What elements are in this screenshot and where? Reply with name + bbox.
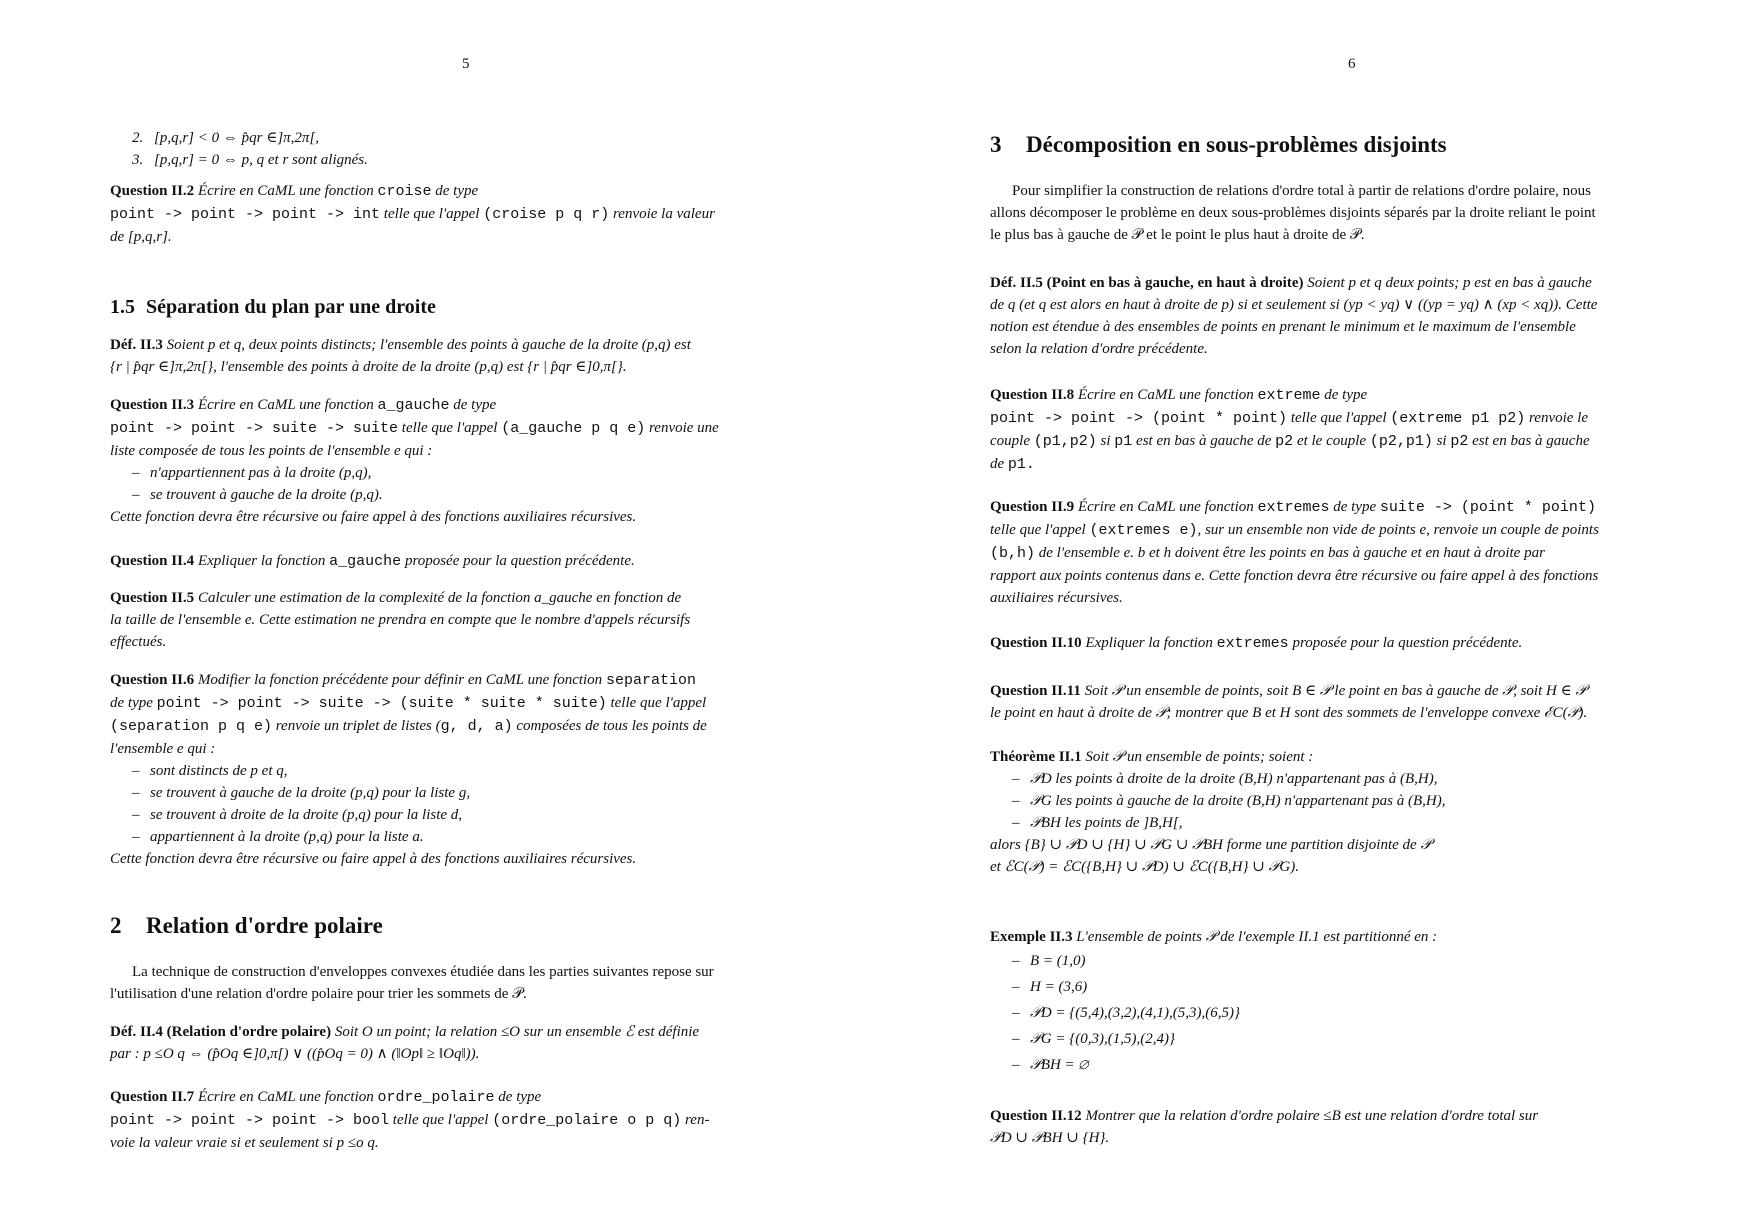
- right-page: [990, 0, 1710, 1217]
- question-4: Question II.4 Expliquer la fonction a_gauche proposée pour la question précédente.: [110, 553, 635, 570]
- left-page: [110, 0, 830, 1217]
- list-item: – 𝒫G = {(0,3),(1,5),(2,4)}: [1012, 1031, 1175, 1047]
- list-item: – 𝒫G les points à gauche de la droite (B,H) n'appartenant pas à (B,H),: [1012, 793, 1446, 809]
- section-2-paragraph: La technique de construction d'enveloppes convexes étudiée dans les parties suivantes repose sur l'utilisation d'une relation d'ordre polaire pour trier les sommets de 𝒫.: [110, 964, 714, 1002]
- list-item: – 𝒫BH les points de ]B,H[,: [1012, 815, 1183, 831]
- section-3-heading: 3 Décomposition en sous-problèmes disjoints: [990, 132, 1447, 157]
- question-2: Question II.2 Écrire en CaML une fonction croise de type point -> point -> point -> int telle que l'appel (croise p q r) renvoie la valeur de [p,q,r].: [110, 183, 715, 245]
- page-number: 5: [462, 56, 470, 72]
- question-6: Question II.6 Modifier la fonction précédente pour définir en CaML une fonction separation de type point -> point -> suite -> (suite * suite * suite) telle que l'appel (separation p q e) renvoie un triplet de listes (g, d, a) composées de tous les points de l'ensemble e qui : – sont distincts de p et q, – se trouvent à gauche de la droite (p,q) pour la liste g, – se trouvent à droite de la droite (p,q) pour la liste d, – appartiennent à la droite (p,q) pour la liste a. Cette fonction devra être récursive ou faire appel à des fonctions auxiliaires récursives.: [110, 669, 830, 870]
- definition-4: Déf. II.4 (Relation d'ordre polaire) Soit O un point; la relation ≤O sur un ensemble ℰ est définie par : p ≤O q ⇔ (p̂Oq ∈]0,π[) ∨ ((p̂Oq = 0) ∧ (‖Op‖ ≥ ‖Oq‖)).: [110, 1024, 700, 1062]
- list-item: – H = (3,6): [1012, 979, 1088, 995]
- list-item: – appartiennent à la droite (p,q) pour la liste a.: [132, 829, 424, 845]
- page-number: 6: [1348, 56, 1356, 72]
- section-3-paragraph: Pour simplifier la construction de relations d'ordre total à partir de relations d'ordre polaire, nous allons décomposer le problème en deux sous-problèmes disjoints séparés par la droite reliant le point le plus bas à gauche de 𝒫 et le point le plus haut à droite de 𝒫.: [990, 183, 1596, 243]
- list-item: – 𝒫BH = ∅: [1012, 1057, 1089, 1073]
- theorem-1: Théorème II.1 Soit 𝒫 un ensemble de points; soient : – 𝒫D les points à droite de la droite (B,H) n'appartenant pas à (B,H), – 𝒫G les points à gauche de la droite (B,H) n'appartenant pas à (B,H), – 𝒫BH les points de ]B,H[, alors {B} ∪ 𝒫D ∪ {H} ∪ 𝒫G ∪ 𝒫BH forme une partition disjointe de 𝒫 et ℰC(𝒫) = ℰC({B,H} ∪ 𝒫D) ∪ ℰC({B,H} ∪ 𝒫G).: [990, 746, 1710, 878]
- question-7: Question II.7 Écrire en CaML une fonction ordre_polaire de type point -> point -> point -> bool telle que l'appel (ordre_polaire o p q) ren- voie la valeur vraie si et seulement si p ≤o q.: [110, 1089, 710, 1151]
- list-item: – se trouvent à gauche de la droite (p,q).: [132, 487, 383, 503]
- list-item: – n'appartiennent pas à la droite (p,q),: [132, 465, 372, 481]
- question-9: Question II.9 Écrire en CaML une fonction extremes de type suite -> (point * point) telle que l'appel (extremes e), sur un ensemble non vide de points e, renvoie un couple de points (b,h) de l'ensemble e. b et h doivent être les points en bas à gauche et en haut à droite par rapport aux points contenus dans e. Cette fonction devra être récursive ou faire appel à des fonctions auxiliaires récursives.: [990, 499, 1599, 606]
- definition-5: Déf. II.5 (Point en bas à gauche, en haut à droite) Soient p et q deux points; p est en bas à gauche de q (et q est alors en haut à droite de p) si et seulement si (yp < yq) ∨ ((yp = yq) ∧ (xp < xq)). Cette notion est étendue à des ensembles de points en prenant le minimum et le maximum de l'ensemble selon la relation d'ordre précédente.: [990, 275, 1598, 357]
- list-item: – B = (1,0): [1012, 953, 1086, 969]
- question-10: Question II.10 Expliquer la fonction extremes proposée pour la question précédente.: [990, 635, 1523, 652]
- section-2-heading: 2 Relation d'ordre polaire: [110, 913, 383, 938]
- list-item: 2. [p,q,r] < 0 ⇔ p̂qr ∈]π,2π[,: [132, 130, 320, 146]
- question-11: Question II.11 Soit 𝒫 un ensemble de points, soit B ∈ 𝒫 le point en bas à gauche de 𝒫, soit H ∈ 𝒫 le point en haut à droite de 𝒫; montrer que B et H sont des sommets de l'enveloppe convexe ℰC(𝒫).: [990, 683, 1588, 721]
- list-item: – se trouvent à gauche de la droite (p,q) pour la liste g,: [132, 785, 471, 801]
- definition-3: Déf. II.3 Soient p et q, deux points distincts; l'ensemble des points à gauche de la droite (p,q) est {r | p̂qr ∈]π,2π[}, l'ensemble des points à droite de la droite (p,q) est {r | p̂qr ∈]0,π[}.: [110, 337, 691, 375]
- list-item: – 𝒫D = {(5,4),(3,2),(4,1),(5,3),(6,5)}: [1012, 1005, 1240, 1021]
- question-8: Question II.8 Écrire en CaML une fonction extreme de type point -> point -> (point * point) telle que l'appel (extreme p1 p2) renvoie le couple (p1,p2) si p1 est en bas à gauche de p2 et le couple (p2,p1) si p2 est en bas à gauche de p1.: [990, 387, 1590, 473]
- list-item: – sont distincts de p et q,: [132, 763, 288, 779]
- property-list: [110, 127, 830, 171]
- question-3: Question II.3 Écrire en CaML une fonction a_gauche de type point -> point -> suite -> suite telle que l'appel (a_gauche p q e) renvoie une liste composée de tous les points de l'ensemble e qui : – n'appartiennent pas à la droite (p,q), – se trouvent à gauche de la droite (p,q). Cette fonction devra être récursive ou faire appel à des fonctions auxiliaires récursives.: [110, 394, 830, 528]
- question-5: Question II.5 Calculer une estimation de la complexité de la fonction a_gauche en fonction de la taille de l'ensemble e. Cette estimation ne prendra en compte que le nombre d'appels récursifs effectués.: [110, 590, 691, 650]
- question-12: Question II.12 Montrer que la relation d'ordre polaire ≤B est une relation d'ordre total sur 𝒫D ∪ 𝒫BH ∪ {H}.: [990, 1108, 1539, 1146]
- example-3: Exemple II.3 L'ensemble de points 𝒫 de l'exemple II.1 est partitionné en : – B = (1,0) – H = (3,6) – 𝒫D = {(5,4),(3,2),(4,1),(5,3),(6,5)} – 𝒫G = {(0,3),(1,5),(2,4)} – 𝒫BH = ∅: [990, 926, 1710, 1078]
- list-item: – se trouvent à droite de la droite (p,q) pour la liste d,: [132, 807, 463, 823]
- list-item: 3. [p,q,r] = 0 ⇔ p, q et r sont alignés.: [132, 152, 368, 168]
- section-1-5-heading: 1.5 Séparation du plan par une droite: [110, 296, 436, 318]
- list-item: – 𝒫D les points à droite de la droite (B,H) n'appartenant pas à (B,H),: [1012, 771, 1438, 787]
